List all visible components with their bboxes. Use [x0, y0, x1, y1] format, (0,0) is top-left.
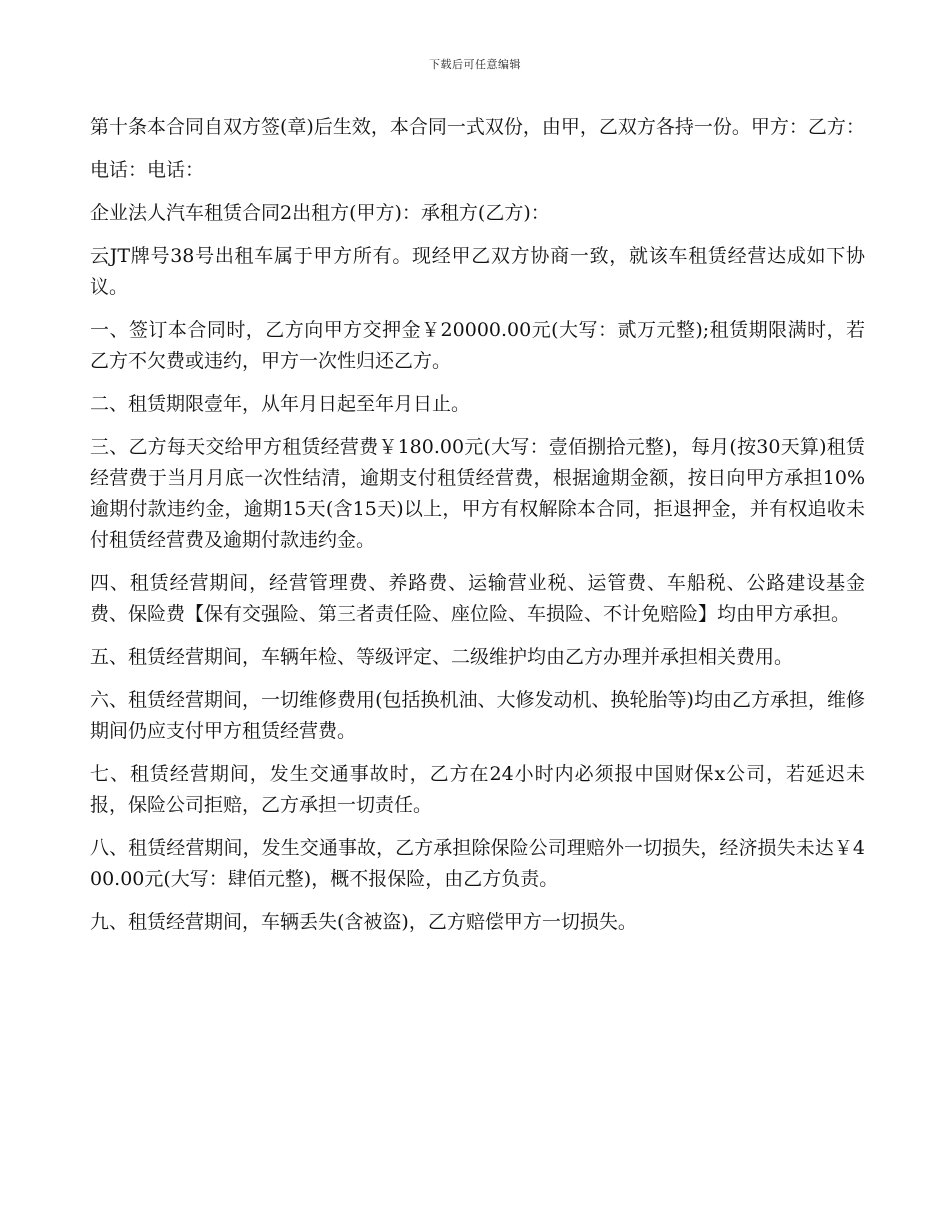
clause-7-accident-report: 七、租赁经营期间，发生交通事故时，乙方在24小时内必须报中国财保x公司，若延迟未报，保险公司拒赔，乙方承担一切责任。 [90, 763, 865, 816]
contract-2-title: 企业法人汽车租赁合同2出租方(甲方)：承租方(乙方)： [90, 202, 550, 224]
clause-10-signature: 第十条本合同自双方签(章)后生效，本合同一式双份，由甲，乙双方各持一份。甲方：乙方： [90, 116, 865, 138]
clause-6-repairs: 六、租赁经营期间，一切维修费用(包括换机油、大修发动机、换轮胎等)均由乙方承担，维修期间仍应支付甲方租赁经营费。 [90, 689, 865, 742]
phone-line: 电话：电话： [90, 159, 205, 181]
clause-9-vehicle-loss: 九、租赁经营期间，车辆丢失(含被盗)，乙方赔偿甲方一切损失。 [90, 911, 637, 933]
clause-3-fee: 三、乙方每天交给甲方租赁经营费￥180.00元(大写：壹佰捌拾元整)，每月(按30天算)租赁经营费于当月月底一次性结清，逾期支付租赁经营费，根据逾期金额，按日向甲方承担10%逾期付款违约金，逾期15天(含15天)以上，甲方有权解除本合同，拒退押金，并有权追收未付租赁经营费及逾期付款违约金。 [90, 436, 865, 551]
clause-1-deposit: 一、签订本合同时，乙方向甲方交押金￥20000.00元(大写：贰万元整);租赁期限满时，若乙方不欠费或违约，甲方一次性归还乙方。 [90, 319, 865, 372]
page-header: 下载后可任意编辑 [429, 58, 521, 71]
clause-4-costs: 四、租赁经营期间，经营管理费、养路费、运输营业税、运管费、车船税、公路建设基金费、保险费【保有交强险、第三者责任险、座位险、车损险、不计免赔险】均由甲方承担。 [90, 572, 865, 625]
clause-8-accident-loss: 八、租赁经营期间，发生交通事故，乙方承担除保险公司理赔外一切损失，经济损失未达￥400.00元(大写：肆佰元整)，概不报保险，由乙方负责。 [90, 837, 865, 890]
vehicle-ownership-paragraph: 云JT牌号38号出租车属于甲方所有。现经甲乙双方协商一致，就该车租赁经营达成如下协议。 [90, 245, 865, 298]
clause-5-inspection: 五、租赁经营期间，车辆年检、等级评定、二级维护均由乙方办理并承担相关费用。 [90, 646, 794, 668]
clause-2-term: 二、租赁期限壹年，从年月日起至年月日止。 [90, 393, 471, 415]
document-body [90, 112, 865, 950]
